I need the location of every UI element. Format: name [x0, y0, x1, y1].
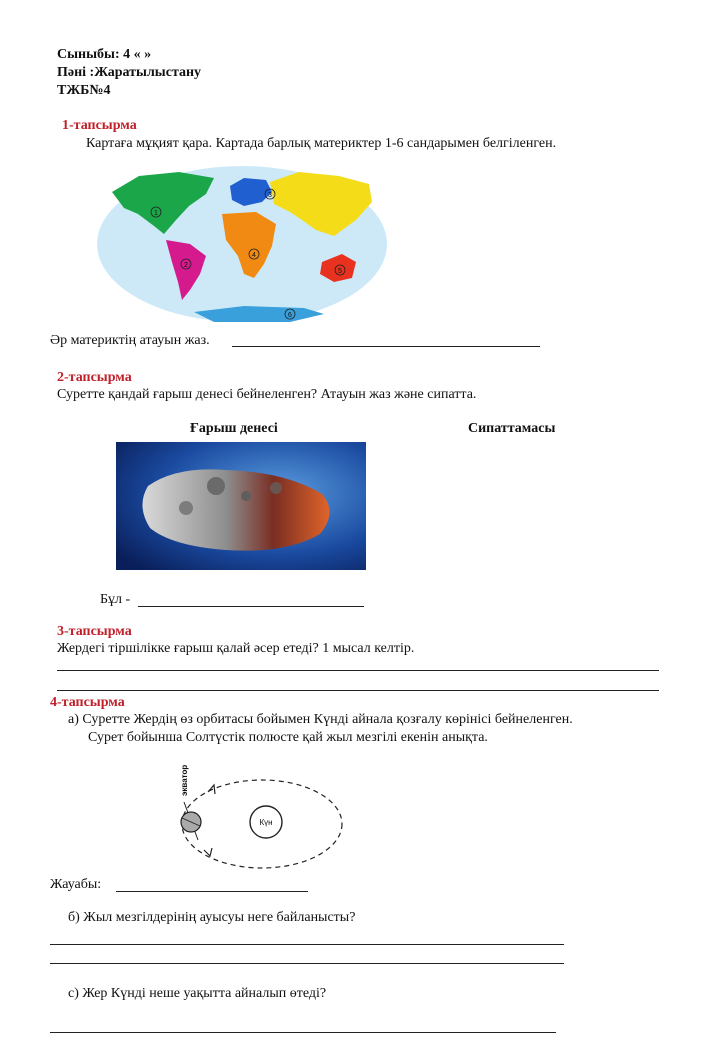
task4-part-b-line-1[interactable] [50, 944, 564, 945]
task1-instruction: Картаға мұқият қара. Картада барлық материктер 1-6 сандарымен белгіленген. [86, 136, 557, 151]
task4-part-b: б) Жыл мезгілдерінің ауысуы неге байланысты? [68, 910, 356, 925]
task4-answer-label: Жауабы: [50, 877, 102, 892]
map-label-4: 4 [252, 252, 256, 259]
task2-col-right: Сипаттамасы [468, 421, 556, 436]
map-label-5: 5 [338, 268, 342, 275]
task2-answer-prefix: Бұл - [100, 592, 131, 607]
task2-title: 2-тапсырма [57, 370, 132, 385]
task2-answer-line[interactable] [138, 606, 364, 607]
map-label-3: 3 [268, 192, 272, 199]
grade-label: Сыныбы: 4 « » [57, 47, 152, 62]
equator-label: экватор [180, 764, 189, 796]
task1-answer-line[interactable] [232, 346, 540, 347]
map-label-6: 6 [288, 312, 292, 319]
task3-answer-line-1[interactable] [57, 670, 659, 671]
task1-prompt: Әр материктің атауын жаз. [50, 333, 210, 348]
task3-question: Жердегі тіршілікке ғарыш қалай әсер етеді? 1 мысал келтір. [57, 641, 415, 656]
map-label-2: 2 [184, 262, 188, 269]
world-map [94, 164, 390, 330]
task4-part-b-line-2[interactable] [50, 963, 564, 964]
asteroid-image [116, 442, 366, 570]
task4-answer-line[interactable] [116, 891, 308, 892]
task4-part-a-line1: а) Суретте Жердің өз орбитасы бойымен Күнді айнала қозғалу көрінісі бейнеленген. [68, 712, 573, 727]
task1-title: 1-тапсырма [62, 118, 137, 133]
task4-title: 4-тапсырма [50, 695, 125, 710]
task2-question: Суретте қандай ғарыш денесі бейнеленген? Атауын жаз және сипатта. [57, 387, 477, 402]
test-label: ТЖБ№4 [57, 83, 111, 98]
map-label-1: 1 [154, 210, 158, 217]
task3-title: 3-тапсырма [57, 624, 132, 639]
task4-part-a-line2: Сурет бойынша Солтүстік полюсте қай жыл мезгілі екенін анықта. [88, 730, 488, 745]
task4-part-c-line[interactable] [50, 1032, 556, 1033]
task3-answer-line-2[interactable] [57, 690, 659, 691]
orbit-diagram [168, 752, 348, 870]
sun-label: Күн [259, 818, 273, 827]
task2-col-left: Ғарыш денесі [190, 421, 278, 436]
task4-part-c: с) Жер Күнді неше уақытта айналып өтеді? [68, 986, 327, 1001]
subject-label: Пәні :Жаратылыстану [57, 65, 202, 80]
